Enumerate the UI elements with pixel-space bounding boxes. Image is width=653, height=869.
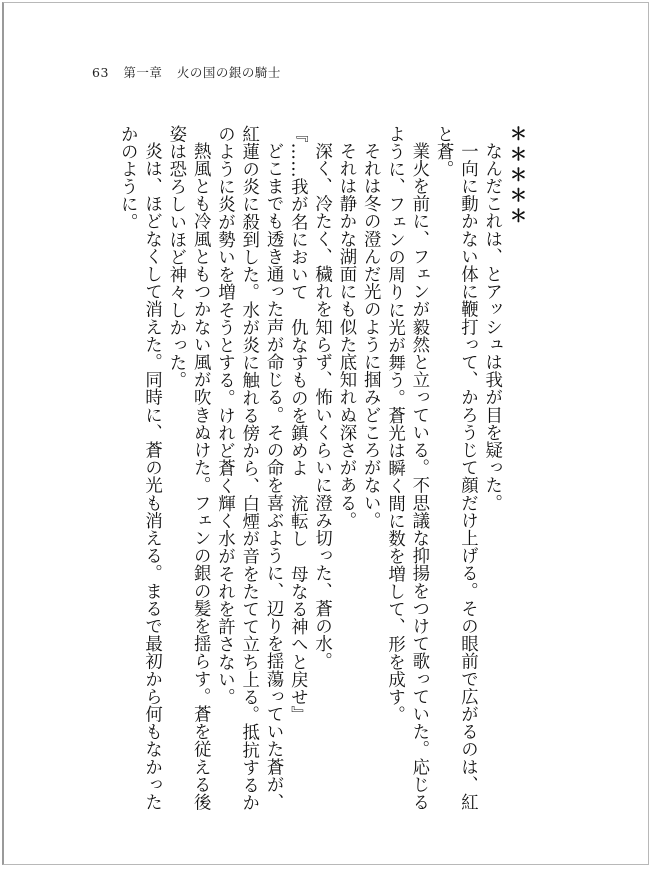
paragraph: なんだこれは、とアッシュは我が目を疑った。 <box>481 142 502 512</box>
paragraph: 熱風とも冷風ともつかない風が吹きぬけた。フェンの銀の髪を揺らす。蒼を従える後姿は恐ろしいほど神々しかった。 <box>165 125 211 812</box>
section-break: ＊＊＊＊＊ <box>506 125 526 227</box>
incantation-quote: 『……我が名において 仇なすものを鎮めよ 流転し 母なる神へと戻せ』 <box>287 125 308 724</box>
book-page <box>2 2 649 865</box>
paragraph: それは静かな湖面にも似た底知れぬ深さがある。 <box>335 142 356 530</box>
paragraph: 炎は、ほどなくして消えた。同時に、蒼の光も消える。まるで最初から何もなかったかのように。 <box>117 125 162 812</box>
running-header <box>92 63 281 81</box>
paragraph: 一向に動かない体に鞭打って、かろうじて顔だけ上げる。その眼前で広がるのは、紅と蒼。 <box>433 125 478 812</box>
page-number: 63 <box>92 65 109 80</box>
chapter-label: 第一章 <box>123 65 163 80</box>
paragraph: 業火を前に、フェンが毅然と立っている。不思議な抑揚をつけて歌っていた。応じるように、フェンの周りに光が舞う。蒼光は瞬く間に数を増して、形を成す。 <box>384 125 429 812</box>
paragraph: それは冬の澄んだ光のように掴みどころがない。 <box>360 142 381 530</box>
paragraph: どこまでも透き通った声が命じる。その命を喜ぶように、辺りを揺蕩っていた蒼が、紅蓮の炎に殺到した。水が炎に触れる傍から、白煙が音をたてて立ち上る。抵抗するかのように炎が勢いを増そうとする。けれど蒼く輝く水がそれを許さない。 <box>214 125 284 812</box>
paragraph: 深く、冷たく、穢れを知らず、怖いくらいに澄み切った、蒼の水。 <box>311 142 332 671</box>
chapter-title: 火の国の銀の騎士 <box>176 65 281 80</box>
vertical-text-body <box>115 125 528 815</box>
